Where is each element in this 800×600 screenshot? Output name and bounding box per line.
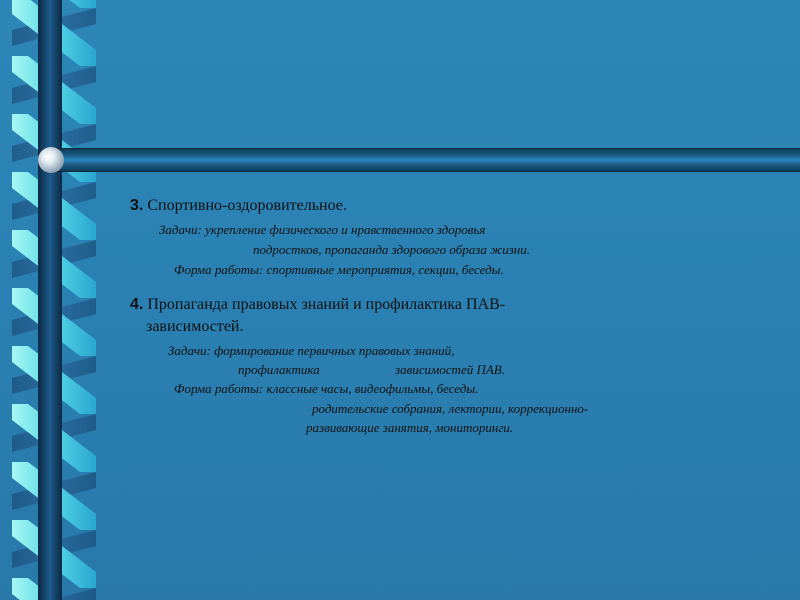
section4-form-line1: Форма работы: классные часы, видеофильмы, беседы.: [174, 381, 479, 396]
section4-number: 4.: [130, 296, 144, 313]
section3-number: 3.: [130, 197, 144, 214]
section4-form-line2: родительские собрания, лектории, коррекционно-: [312, 401, 589, 416]
section3-tasks-line1: Задачи: укрепление физического и нравственного здоровья: [159, 222, 486, 237]
section3-form: Форма работы: спортивные мероприятия, секции, беседы.: [174, 262, 504, 277]
section3-tasks-line2: подростков, пропаганда здорового образа жизни.: [253, 242, 530, 257]
section4-tasks-line2a: профилактика: [238, 362, 320, 377]
section3-heading: [130, 197, 347, 215]
section3-title: Спортивно-оздоровительное.: [147, 197, 347, 214]
section4-tasks-line1: Задачи: формирование первичных правовых знаний,: [168, 343, 455, 358]
section4-form-line3: развивающие занятия, мониторинги.: [306, 420, 514, 435]
section4-heading: [130, 296, 505, 314]
section4-title-line1: Пропаганда правовых знаний и профилактика ПАВ-: [147, 296, 506, 313]
section4-tasks-line2b: зависимостей ПАВ.: [395, 362, 505, 377]
section4-title-line2: зависимостей.: [146, 318, 244, 335]
